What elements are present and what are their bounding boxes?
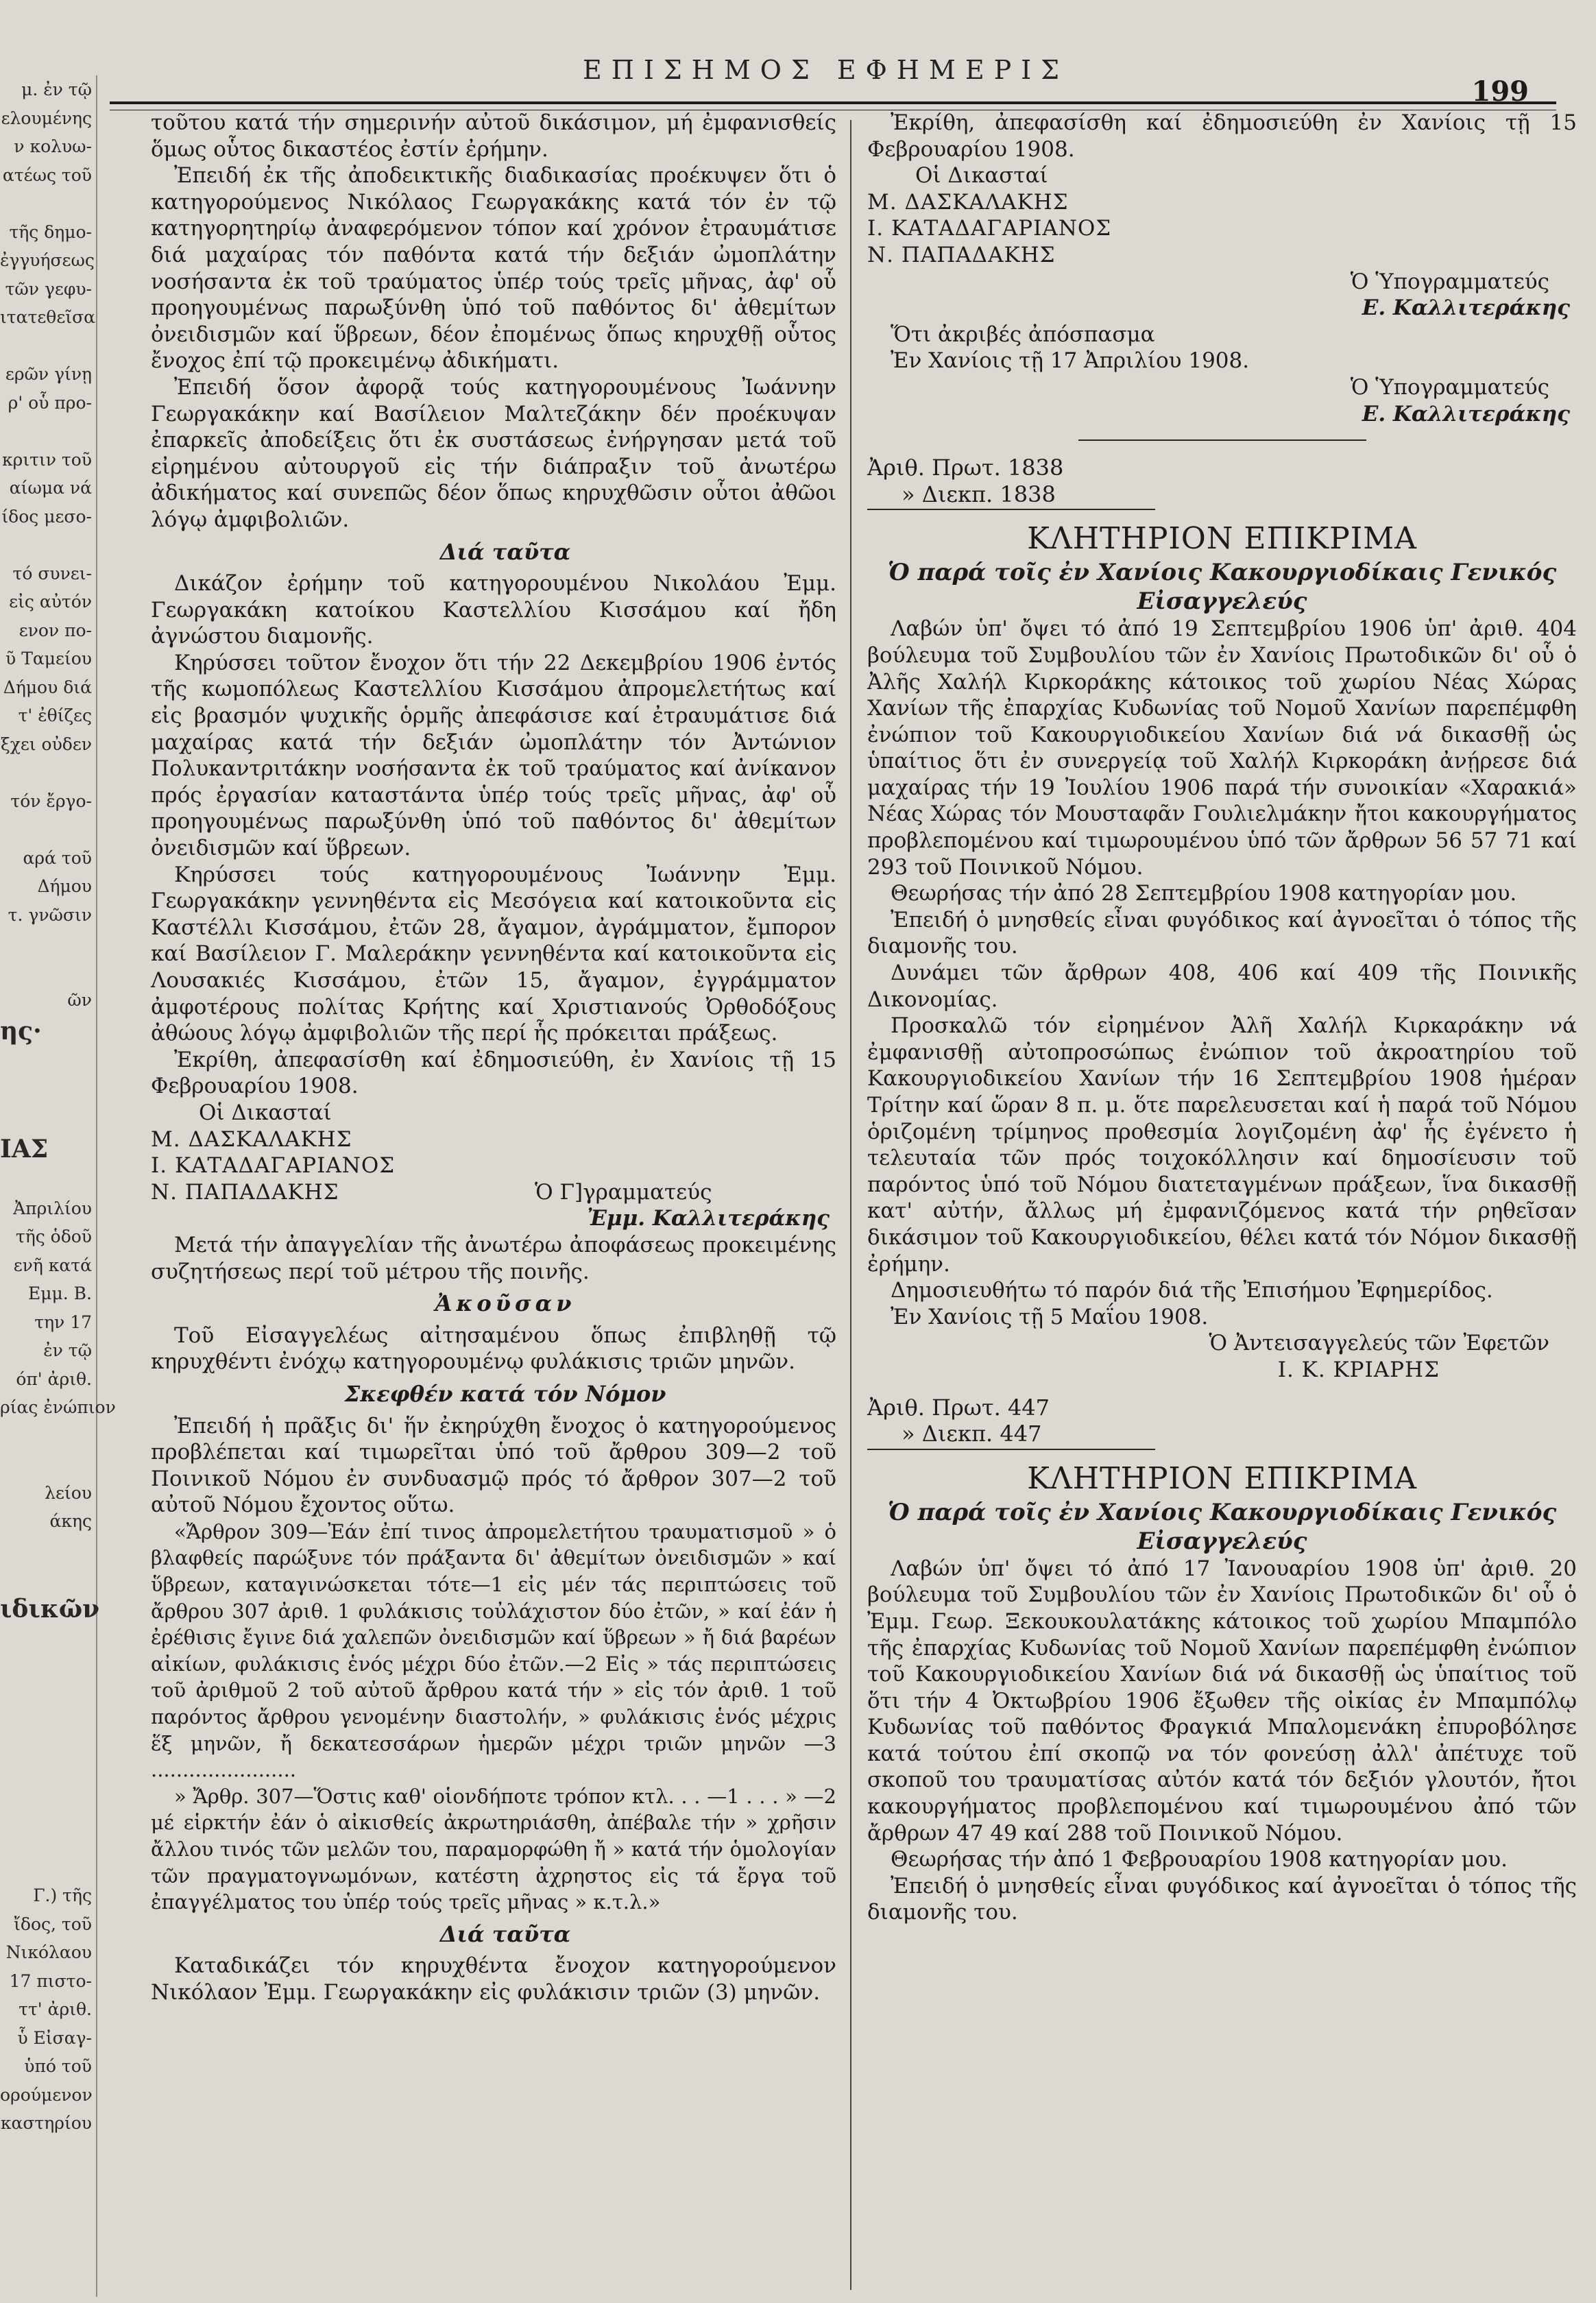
judges-label: Οἱ Δικασταί xyxy=(915,163,1048,189)
adjacent-text-fragment: κριτιν τοῦ xyxy=(2,449,92,470)
section-heading: Σκεφθέν κατά τόν Νόμον xyxy=(344,1380,666,1407)
running-title: ΕΠΙΣΗΜΟΣ ΕΦΗΜΕΡΙΣ xyxy=(583,55,1069,85)
adjacent-text-fragment: μ. ἐν τῷ xyxy=(21,80,92,99)
adjacent-text-fragment xyxy=(0,1711,96,1739)
adjacent-text-fragment: καστηρίου xyxy=(0,2113,92,2133)
copy-statement: Ὅτι ἀκριβές ἀπόσπασμα xyxy=(891,322,1155,347)
adjacent-text-fragment: ῶν xyxy=(67,990,92,1010)
adjacent-text-fragment: Δήμου xyxy=(37,876,92,896)
judge-name: Ι. ΚΑΤΑΔΑΓΑΡΙΑΝΟΣ xyxy=(151,1153,396,1179)
adjacent-text-fragment: ενον πο- xyxy=(19,620,92,640)
adjacent-text-fragment: ὑπό τοῦ xyxy=(24,2056,92,2076)
protocol-number: Ἀριθ. Πρωτ. 447 xyxy=(867,1394,1050,1421)
paragraph: Κηρύσσει τοῦτον ἔνοχον ὅτι τήν 22 Δεκεμβρίου 1906 ἐντός τῆς κωμοπόλεως Καστελλίου Κισσάμου ἀπρομελετήτως καί εἰς βρασμόν ψυχικῆς ὁρμῆς ἀπεφάσισε καί ἐτραυμάτισε διά μαχαίρας κατά τήν δεξιάν ὠμοπλάτην τόν Ἀντώνιον Πολυκαντριτάκην νοσήσαντα ἐκ τοῦ τραύματος καί ἀνίκανον πρός ἐργασίαν καταστάντα ὑπέρ τούς τρεῖς μῆνας, ἀφ' οὗ προηγουμένως παρωξύνθη ὑπό τοῦ παθόντος δι' ἀθεμίτων ὀνειδισμῶν καί ὕβρεων. xyxy=(151,650,836,861)
adjacent-text-fragment: ἴδος, τοῦ xyxy=(14,1914,92,1934)
adjacent-text-fragment: τῆς ὁδοῦ xyxy=(15,1227,92,1246)
left-column xyxy=(151,110,836,2006)
page-header xyxy=(103,40,1543,108)
adjacent-text-fragment xyxy=(0,1536,96,1565)
adjacent-text-fragment: αρά τοῦ xyxy=(23,847,92,868)
adjacent-text-fragment: Γ.) τῆς xyxy=(33,1885,92,1905)
adjacent-text-fragment xyxy=(0,1450,96,1479)
separator-rule xyxy=(867,1449,1155,1450)
paragraph: Ἐκρίθη, ἀπεφασίσθη καί ἐδημοσιεύθη ἐν Χανίοις τῇ 15 Φεβρουαρίου 1908. xyxy=(867,110,1577,162)
adjacent-text-fragment: ορούμενον xyxy=(0,2084,93,2105)
paragraph: Λαβών ὑπ' ὄψει τό ἀπό 19 Σεπτεμβρίου 1906 ὑπ' ἀριθ. 404 βούλευμα τοῦ Συμβουλίου τῶν ἐν Χανίοις Πρωτοδικῶν δι' οὗ ὁ Ἀλῆς Χαλήλ Κιρκοράκης κάτοικος τοῦ χωρίου Νέας Χώρας Χανίων τῆς ἐπαρχίας Κυδωνίας τοῦ Νομοῦ Χανίων παρεπέμφθη ἐνώπιον τοῦ Κακουργιοδικείου Χανίων διά νά δικασθῇ ὡς ὑπαίτιος ὅτι ἐν συνεργείᾳ τοῦ Χαλήλ Κιρκοράκη ἀνῄρεσε διά μαχαίρας τήν 19 Ἰουλίου 1906 παρά τήν συνοικίαν «Χαρακιά» Νέας Χώρας τόν Μουσταφᾶν Γουλιελμάκην ἤτοι κακουργήματος προβλεπομένου καί τιμωρουμένου ὑπό τῶν ἄρθρων 56 57 71 καί 293 τοῦ Ποινικοῦ Νόμου. xyxy=(867,616,1577,880)
adjacent-text-fragment: Νικόλαου xyxy=(5,1942,92,1962)
section-heading: Ἀκοῦσαν xyxy=(435,1290,576,1317)
judge-name: Μ. ΔΑΣΚΑΛΑΚΗΣ xyxy=(867,189,1069,215)
dispatch-number: » Διεκπ. 1838 xyxy=(902,481,1056,507)
signatory-name: Ι. Κ. ΚΡΙΑΡΗΣ xyxy=(1277,1357,1440,1382)
adjacent-text-fragment: την 17 xyxy=(34,1312,92,1332)
adjacent-text-fragment: ἐγγυήσεως xyxy=(0,250,95,270)
paragraph: Κηρύσσει τούς κατηγορουμένους Ἰωάννην Ἐμμ. Γεωργακάκην γεννηθέντα εἰς Μεσόγεια καί κατοικοῦντα εἰς Καστέλλι Κισσάμου, ἐτῶν 28, ἄγαμον, ἀγράμματον, ἔμπορον καί Βασίλειον Γ. Μαλεράκην γεννηθέντα καί κατοικοῦντα εἰς Λουσακιές Κισσάμου, ἐτῶν 15, ἄγαμον, ἐγγράμματον ἀμφοτέρους πολίτας Κρήτης καί Χριστιανούς Ὀρθοδόξους ἀθώους λόγῳ ἀμφιβολιῶν τῆς περί ἧς πρόκειται πράξεως. xyxy=(151,862,836,1046)
adjacent-text-fragment: ίδος μεσο- xyxy=(1,506,92,527)
adjacent-text-fragment xyxy=(0,929,96,958)
adjacent-text-fragment: ἐν τῷ xyxy=(43,1340,92,1360)
adjacent-text-fragment xyxy=(0,1796,96,1825)
paragraph: Καταδικάζει τόν κηρυχθέντα ἔνοχον κατηγορούμενον Νικόλαον Ἐμμ. Γεωργακάκην εἰς φυλάκισιν τριῶν (3) μηνῶν. xyxy=(151,1953,836,2005)
adjacent-text-fragment xyxy=(0,1768,96,1796)
paragraph: Δημοσιευθήτω τό παρόν διά τῆς Ἐπισήμου Ἐφημερίδος. xyxy=(891,1278,1493,1303)
separator-rule xyxy=(1078,439,1366,441)
paragraph: Μετά τήν ἀπαγγελίαν τῆς ἀνωτέρω ἀποφάσεως προκειμένης συζητήσεως περί τοῦ μέτρου τῆς ποινῆς. xyxy=(151,1232,836,1284)
paragraph: Ἐπειδή ὁ μνησθείς εἶναι φυγόδικος καί ἀγνοεῖται ὁ τόπος τῆς διαμονῆς του. xyxy=(867,1873,1577,1925)
judges-label: Οἱ Δικασταί xyxy=(199,1100,332,1125)
adjacent-text-fragment xyxy=(0,1564,96,1593)
secretary-label: Ὁ Ὑπογραμματεύς xyxy=(1350,269,1549,294)
paragraph: Τοῦ Εἰσαγγελέως αἰτησαμένου ὅπως ἐπιβληθῇ τῷ κηρυχθέντι ἐνόχῳ κατηγορουμένῳ φυλάκισις τριῶν μηνῶν. xyxy=(151,1323,836,1375)
adjacent-text-fragment: ης· xyxy=(0,1016,42,1046)
paragraph: Δικάζον ἐρήμην τοῦ κατηγορουμένου Νικολάου Ἐμμ. Γεωργακάκη κατοίκου Καστελλίου Κισσάμου καί ἤδη ἀγνώστου διαμονῆς. xyxy=(151,571,836,649)
adjacent-text-fragment xyxy=(0,1824,96,1853)
secretary-name: Ε. Καλλιτεράκης xyxy=(1362,401,1570,426)
court-name: Ὁ παρά τοῖς ἐν Χανίοις Κακουργιοδίκαις Γενικός Εἰσαγγελεύς xyxy=(887,559,1557,616)
adjacent-text-fragment: όπ' ἀριθ. xyxy=(16,1368,92,1389)
secretary-label: Ὁ Γ]γραμματεύς xyxy=(535,1179,712,1205)
adjacent-text-fragment: ΙΑΣ xyxy=(0,1135,49,1163)
adjacent-text-fragment xyxy=(0,758,96,787)
adjacent-text-fragment xyxy=(0,1683,96,1711)
judge-name: Ι. ΚΑΤΑΔΑΓΑΡΙΑΝΟΣ xyxy=(867,216,1112,241)
adjacent-text-fragment xyxy=(0,1654,96,1683)
adjacent-text-fragment: τ. γνῶσιν xyxy=(8,904,92,925)
adjacent-text-fragment: εἰς αὐτόν xyxy=(9,592,92,612)
secretary-name: Ἐμμ. Καλλιτεράκης xyxy=(587,1206,830,1231)
adjacent-text-fragment xyxy=(0,1739,96,1768)
adjacent-text-fragment: τόν ἔργο- xyxy=(10,791,92,811)
adjacent-text-fragment xyxy=(0,417,96,446)
court-name: Ὁ παρά τοῖς ἐν Χανίοις Κακουργιοδίκαις Γενικός Εἰσαγγελεύς xyxy=(887,1498,1557,1555)
adjacent-text-fragment: ιδικῶν xyxy=(0,1594,100,1624)
notice-title: ΚΛΗΤΗΡΙΟΝ ΕΠΙΚΡΙΜΑ xyxy=(1027,521,1417,557)
adjacent-text-fragment: ῦ Ταμείου xyxy=(5,649,92,668)
adjacent-text-fragment: 17 πιστο- xyxy=(9,1970,92,1991)
adjacent-text-fragment xyxy=(0,1626,96,1654)
page-number: 199 xyxy=(1471,75,1529,108)
paragraph: Ἐπειδή ἡ πρᾶξις δι' ἥν ἐκηρύχθη ἔνοχος ὁ κατηγορούμενος προβλέπεται καί τιμωρεῖται ὑπό τοῦ ἄρθρου 309—2 τοῦ Ποινικοῦ Νόμου ἐν συνδυασμῷ πρός τό ἄρθρον 307—2 τοῦ αὐτοῦ Νόμου ἔχοντος οὕτω. xyxy=(151,1413,836,1518)
paragraph: Θεωρήσας τήν ἀπό 28 Σεπτεμβρίου 1908 κατηγορίαν μου. xyxy=(891,881,1517,906)
adjacent-text-fragment xyxy=(0,1853,96,1882)
right-column xyxy=(867,110,1577,1926)
paragraph: τοῦτου κατά τήν σημερινήν αὐτοῦ δικάσιμον, μή ἐμφανισθείς ὅμως οὗτος δικαστέος ἐστίν ἐρήμην. xyxy=(151,110,836,162)
section-heading: Διά ταῦτα xyxy=(439,1920,571,1947)
column-divider xyxy=(850,120,851,2290)
adjacent-text-fragment: τό συνει- xyxy=(12,563,92,583)
adjacent-text-fragment xyxy=(0,1076,96,1105)
judge-name: Ν. ΠΑΠΑΔΑΚΗΣ xyxy=(867,242,1056,267)
adjacent-text-fragment xyxy=(0,958,96,987)
secretary-name: Ε. Καλλιτεράκης xyxy=(1362,296,1570,321)
adjacent-text-fragment xyxy=(0,815,96,844)
adjacent-text-fragment xyxy=(0,1422,96,1451)
adjacent-text-fragment xyxy=(0,332,96,361)
paragraph: Ἐν Χανίοις τῇ 5 Μαΐου 1908. xyxy=(891,1304,1209,1329)
protocol-number: Ἀριθ. Πρωτ. 1838 xyxy=(867,455,1064,481)
paragraph: Ἐπειδή ἐκ τῆς ἀποδεικτικῆς διαδικασίας προέκυψεν ὅτι ὁ κατηγορούμενος Νικόλαος Γεωργακάκης κατά τόν ἐν τῷ κατηγορητηρίῳ ἀναφερόμενον τόπον καί χρόνον ἐτραυμάτισε διά μαχαίρας τόν παθόντα κατά τήν δεξιάν ὠμοπλάτην νοσήσαντα ἐκ τοῦ τραύματος ὑπέρ τούς τρεῖς μῆνας, ἀφ' οὗ προηγουμένως παρωξύνθη ὑπό τοῦ παθόντος δι' ἀθεμίτων ὀνειδισμῶν καί ὕβρεων, δέον ἐπομένως ὅπως κηρυχθῇ οὗτος ἔνοχος ἐπί τῷ προκειμένῳ ἀδικήματι. xyxy=(151,163,836,374)
adjacent-page-fragment xyxy=(0,75,116,2297)
adjacent-text-fragment: τῆς δημο- xyxy=(9,221,92,242)
paragraph: Δυνάμει τῶν ἄρθρων 408, 406 καί 409 τῆς Ποινικῆς Δικονομίας. xyxy=(867,961,1577,1012)
adjacent-text-fragment: ξχει οὐδεν xyxy=(0,734,92,754)
secretary-label: Ὁ Ὑπογραμματεύς xyxy=(1350,374,1549,400)
judge-name: Μ. ΔΑΣΚΑΛΑΚΗΣ xyxy=(151,1126,352,1152)
notice-title: ΚΛΗΤΗΡΙΟΝ ΕΠΙΚΡΙΜΑ xyxy=(1027,1460,1417,1496)
adjacent-text-fragment: ὗ Εἰσαγ- xyxy=(17,2027,92,2048)
paragraph: Θεωρήσας τήν ἀπό 1 Φεβρουαρίου 1908 κατηγορίαν μου. xyxy=(891,1847,1508,1872)
adjacent-text-fragment xyxy=(0,1048,96,1076)
copy-date: Ἐν Χανίοις τῇ 17 Ἀπριλίου 1908. xyxy=(891,348,1250,374)
judge-name: Ν. ΠΑΠΑΔΑΚΗΣ xyxy=(151,1179,339,1205)
adjacent-text-fragment: λείου xyxy=(45,1482,92,1503)
adjacent-text-fragment: ιτατεθεῖσα xyxy=(0,307,96,327)
adjacent-text-fragment: ρ' οὗ προ- xyxy=(8,392,92,413)
signatory-label: Ὁ Ἀντεισαγγελεύς τῶν Ἐφετῶν xyxy=(1209,1331,1549,1356)
adjacent-text-fragment: τῶν γεφυ- xyxy=(5,278,92,299)
adjacent-text-fragment xyxy=(0,1105,96,1133)
adjacent-text-fragment: ατέως τοῦ xyxy=(2,165,92,185)
adjacent-text-fragment: τ' ἐθίζες xyxy=(18,706,92,725)
paragraph: Λαβών ὑπ' ὄψει τό ἀπό 17 Ἰανουαρίου 1908 ὑπ' ἀριθ. 20 βούλευμα τοῦ Συμβουλίου τῶν ἐν Χανίοις Πρωτοδικῶν δι' οὗ ὁ Ἐμμ. Γεωρ. Ξεκουκουλατάκης κάτοικος τοῦ χωρίου Μπαμπόλο τῆς ἐπαρχίας Κυδωνίας τοῦ Νομοῦ Χανίων παρεπέμφθη ἐνώπιον τοῦ Κακουργιοδικείου Χανίων διά νά δικασθῇ ὡς ὑπαίτιος τοῦ ὅτι τήν 4 Ὀκτωβρίου 1906 ἔξωθεν τῆς οἰκίας ἐν Μπαμπόλῳ Κυδωνίας τοῦ παθόντος Φραγκιά Μπαλομενάκη ἐπυροβόλησε κατά τούτου ἐπί σκοπῷ να τόν φονεύσῃ ἀλλ' ἀπέτυχε τοῦ σκοποῦ του τραυματίσας αὐτόν κατά τόν δεξιόν γλουτόν, ἤτοι κακουργήματος προβλεπομένου καί τιμωρουμένου ἀπό τῶν ἄρθρων 47 49 καί 288 τοῦ Ποινικοῦ Νόμου. xyxy=(867,1556,1577,1846)
law-quote: «Ἄρθρον 309—Ἐάν ἐπί τινος ἀπρομελετήτου τραυματισμοῦ » ὁ βλαφθείς παρώξυνε τόν πράξαντα δι' ἀθεμίτων ὀνειδισμῶν » καί ὕβρεων, καταγινώσκεται τότε—1 εἰς μέν τάς περιπτώσεις τοῦ ἄρθρου 307 ἀριθ. 1 φυλάκισις τοὐλάχιστον δύο ἐτῶν, » καί ἐάν ἡ ἐρέθισις ἔγινε διά χαλεπῶν ὀνειδισμῶν καί ὕβρεων » ἤ διά βαρέων αἰκίων, φυλάκισις ἑνός μέχρι δύο ἐτῶν.—2 Εἰς » τάς περιπτώσεις τοῦ ἀριθμοῦ 2 τοῦ αὐτοῦ ἄρθρου κατά τήν » εἰς τόν ἀριθ. 1 τοῦ παρόντος ἄρθρου γενομένην διαστολήν, » φυλάκισις ἑνός μέχρις ἕξ μηνῶν, ἤ δεκατεσσάρων ἡμερῶν μέχρι τριῶν μηνῶν —3 ....................... xyxy=(151,1519,836,1782)
adjacent-text-fragment: Δήμου διά xyxy=(3,677,92,697)
adjacent-text-fragment: αίωμα νά xyxy=(9,478,92,498)
adjacent-text-fragment: ελουμένης xyxy=(1,108,92,128)
separator-rule xyxy=(867,509,1155,510)
adjacent-text-fragment: ρίας ἐνώπιον xyxy=(0,1397,116,1417)
adjacent-text-fragment xyxy=(0,531,96,559)
adjacent-text-fragment: ενῆ κατά xyxy=(13,1255,92,1275)
paragraph: Ἐπειδή ὁ μνησθείς εἶναι φυγόδικος καί ἀγνοεῖται ὁ τόπος τῆς διαμονῆς του. xyxy=(867,907,1577,959)
adjacent-text-fragment xyxy=(0,1166,96,1194)
section-heading: Διά ταῦτα xyxy=(439,538,571,565)
adjacent-text-fragment: ττ' ἀριθ. xyxy=(19,1999,92,2019)
paragraph: Προσκαλῶ τόν εἰρημένον Ἀλῆ Χαλήλ Κιρκαράκην νά ἐμφανισθῇ αὐτοπροσώπως ἐνώπιον τοῦ ἀκροατηρίου τοῦ Κακουργιοδικείου Χανίων τήν 16 Σεπτεμβρίου 1908 ἡμέραν Τρίτην καί ὥραν 8 π. μ. ὅτε παρελευσεται καί ἡ παρά τοῦ Νόμου ὁριζομένη τρίμηνος προθεσμία λογιζομένη ἀφ' ἧς ἐγένετο ἡ τελευταία τῶν πρός τοιχοκόλλησιν καί δημοσίευσιν τοῦ παρόντος ὑπό τοῦ Νόμου διατεταγμένων πράξεων, ἵνα δικασθῇ κατ' αὐτήν, ἄλλως μή ἐμφανιζόμενος κατά τήν ρηθεῖσαν δικάσιμον τοῦ Κακουργιοδικείου, θέλει κατά τόν Νόμον δικασθῇ ἐρήμην. xyxy=(867,1013,1577,1277)
dispatch-number: » Διεκπ. 447 xyxy=(902,1421,1042,1447)
paragraph: Ἐκρίθη, ἀπεφασίσθη καί ἐδημοσιεύθη, ἐν Χανίοις τῇ 15 Φεβρουαρίου 1908. xyxy=(151,1047,836,1099)
law-quote: » Ἄρθρ. 307—Ὅστις καθ' οἱονδήποτε τρόπον κτλ. . . —1 . . . » —2 μέ εἱρκτήν ἐάν ὁ αἰκισθείς ἀκρωτηριάσθη, ἀπέβαλε τήν » χρῆσιν ἄλλου τινός τῶν μελῶν του, παραμορφώθη ἤ » κατά τήν ὁμολογίαν τῶν πραγματογνωμόνων, κατέστη ἀχρηστος εἰς τά ἔργα τοῦ ἐπαγγέλματος του ὑπέρ τούς τρεῖς μῆνας » κ.τ.λ.» xyxy=(151,1784,836,1914)
paragraph: Ἐπειδή ὅσον ἀφορᾷ τούς κατηγορουμένους Ἰωάννην Γεωργακάκην καί Βασίλειον Μαλτεζάκην δέν προέκυψαν ἐπαρκεῖς ἀποδείξεις ὅτι ἐκ συστάσεως ἐνήργησαν μετά τοῦ εἰρημένου αὐτουργοῦ εἰς τήν διάπραξιν τοῦ ἀνωτέρω ἀδικήματος καί συνεπῶς δέον ὅπως κηρυχθῶσιν οὗτοι ἀθῶοι λόγῳ ἀμφιβολιῶν. xyxy=(151,374,836,532)
adjacent-text-fragment: Εμμ. Β. xyxy=(28,1283,92,1303)
adjacent-text-fragment: ερῶν γίνῃ xyxy=(5,364,92,384)
adjacent-text-fragment: άκης xyxy=(49,1511,92,1531)
adjacent-text-fragment: ν κολυω- xyxy=(14,136,92,156)
adjacent-text-fragment xyxy=(0,189,96,218)
adjacent-text-fragment: Ἀπριλίου xyxy=(13,1198,92,1218)
